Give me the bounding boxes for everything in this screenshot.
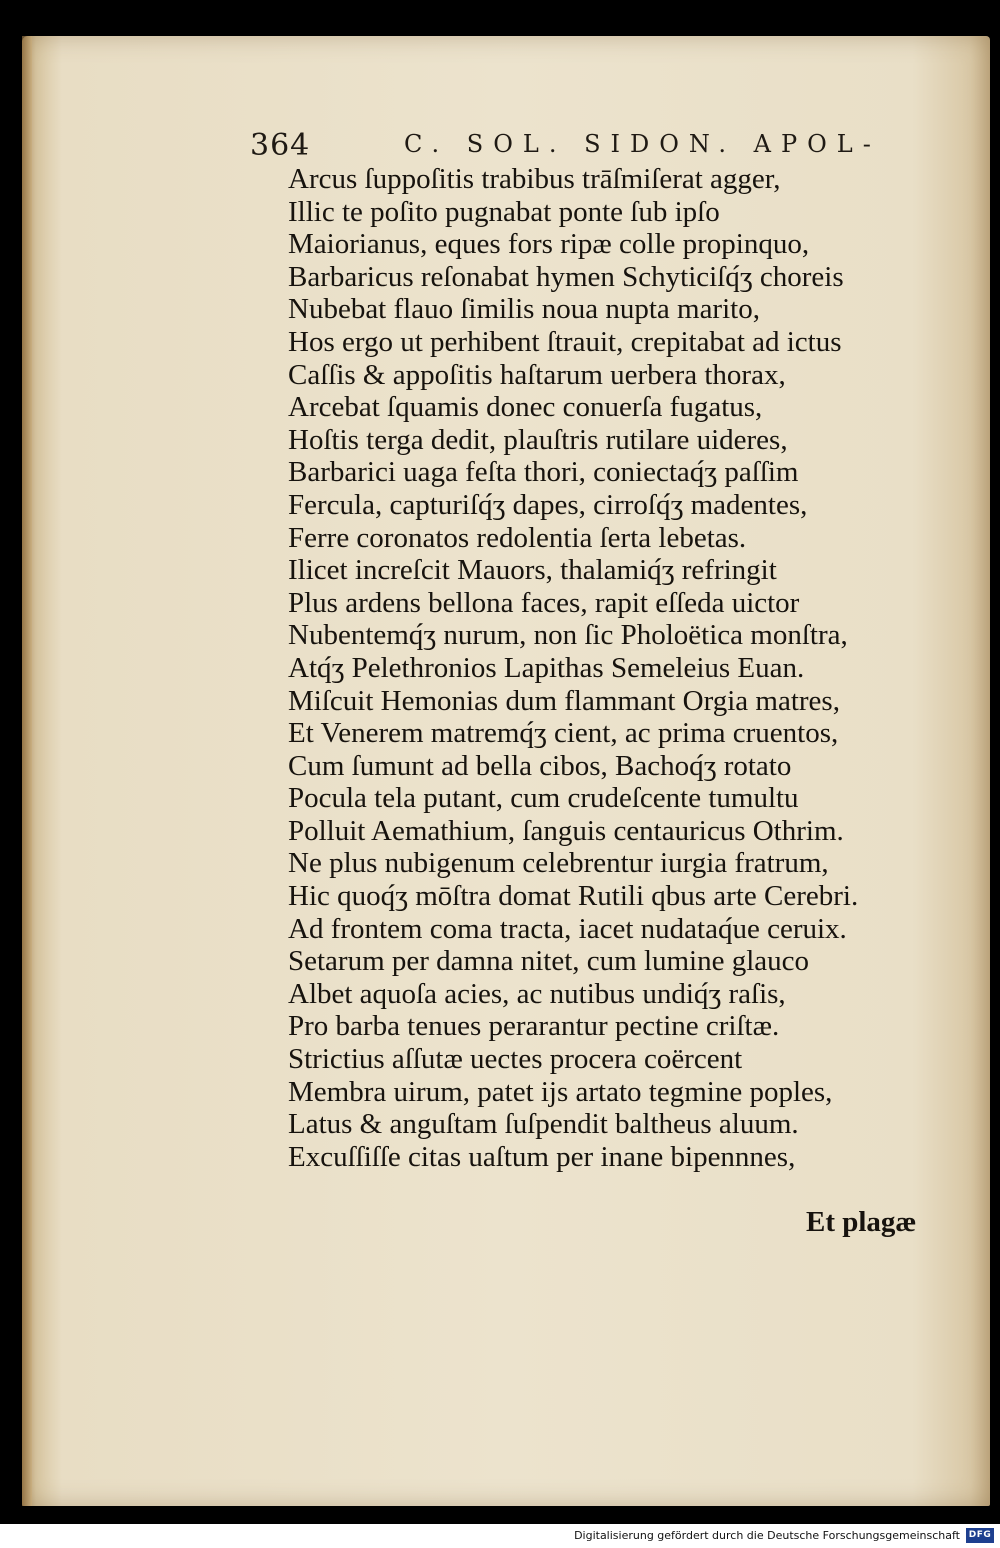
verse-line: Nubentemq́ʒ nurum, non ſic Pholoëtica monſtra, xyxy=(288,619,848,652)
verse-line: Ne plus nubigenum celebrentur iurgia fratrum, xyxy=(288,847,829,880)
verse-line: Hic quoq́ʒ mōſtra domat Rutili qbus arte Cerebri. xyxy=(288,880,859,913)
page-number: 364 xyxy=(250,128,311,163)
verse-line: Latus & anguſtam ſuſpendit baltheus aluum. xyxy=(288,1108,799,1141)
verse-line: Caſſis & appoſitis haſtarum uerbera thorax, xyxy=(288,358,786,391)
verse-line: Membra uirum, patet ijs artato tegmine poples, xyxy=(288,1075,833,1108)
verse-line: Strictius aſſutæ uectes procera coërcent xyxy=(288,1043,743,1076)
page-gutter-shadow xyxy=(22,36,32,1506)
running-head: C. SOL. SIDON. APOL- xyxy=(404,130,881,158)
digitization-credit: Digitalisierung gefördert durch die Deutsche Forschungsgemeinschaft xyxy=(574,1529,960,1542)
verse-line: Arcebat ſquamis donec conuerſa fugatus, xyxy=(288,391,763,424)
verse-line: Cum ſumunt ad bella cibos, Bachoq́ʒ rotato xyxy=(288,749,792,782)
verse-line: Pocula tela putant, cum crudeſcente tumultu xyxy=(288,782,799,815)
verse-line: Fercula, capturiſq́ʒ dapes, cirroſq́ʒ madentes, xyxy=(288,488,808,521)
verse-line: Ilicet increſcit Mauors, thalamiq́ʒ refringit xyxy=(288,554,777,587)
verse-line: Ad frontem coma tracta, iacet nudataq́ue ceruix. xyxy=(288,912,847,945)
verse-line: Atq́ʒ Pelethronios Lapithas Semeleius Euan. xyxy=(288,651,805,684)
verse-line: Et Venerem matremq́ʒ cient, ac prima cruentos, xyxy=(288,717,839,750)
dfg-logo: DFG xyxy=(966,1528,994,1543)
verse-line: Plus ardens bellona faces, rapit eſſeda uictor xyxy=(288,586,800,619)
verse-line: Illic te poſito pugnabat ponte ſub ipſo xyxy=(288,195,720,228)
verse-line: Nubebat flauo ſimilis noua nupta marito, xyxy=(288,293,760,326)
verse-line: Ferre coronatos redolentia ſerta lebetas. xyxy=(288,521,747,554)
catchword: Et plagæ xyxy=(806,1206,917,1238)
verse-line: Miſcuit Hemonias dum flammant Orgia matres, xyxy=(288,684,840,717)
verse-line: Setarum per damna nitet, cum lumine glauco xyxy=(288,945,810,978)
verse-list xyxy=(288,163,858,1173)
verse-line: Barbaricus reſonabat hymen Schyticiſq́ʒ choreis xyxy=(288,260,844,293)
verse-line: Barbarici uaga feſta thori, coniectaq́ʒ paſſim xyxy=(288,456,799,489)
verse-line: Arcus ſuppoſitis trabibus trāſmiſerat agger, xyxy=(288,163,781,195)
verse-line: Pro barba tenues perarantur pectine criſtæ. xyxy=(288,1010,780,1043)
verse-line: Excuſſiſſe citas uaſtum per inane bipennnes, xyxy=(288,1140,796,1173)
verse-line: Maiorianus, eques fors ripæ colle propinquo, xyxy=(288,228,810,261)
verse-line: Hos ergo ut perhibent ſtrauit, crepitabat ad ictus xyxy=(288,325,842,358)
verse-line: Hoſtis terga dedit, plauſtris rutilare uideres, xyxy=(288,423,788,456)
verse-line: Albet aquoſa acies, ac nutibus undiq́ʒ raſis, xyxy=(288,977,786,1010)
verse-line: Polluit Aemathium, ſanguis centauricus Othrim. xyxy=(288,814,844,847)
